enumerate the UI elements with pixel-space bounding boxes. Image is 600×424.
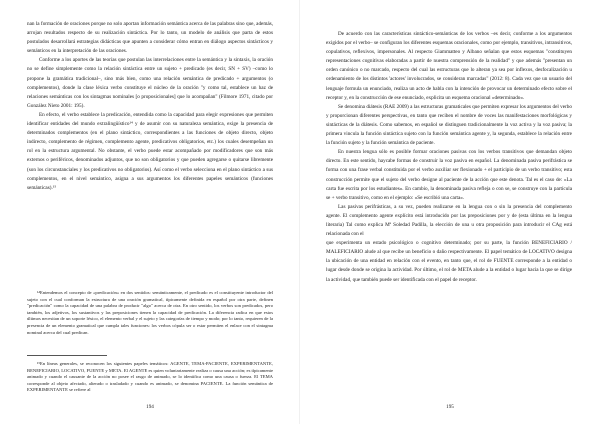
right-paragraph-3: En nuestra lengua sólo es posible formar oraciones pasivas con los verbos transitivos que demandan objeto directo. En este sentido, haycabe formas de construir la voz pasiva en español. La denominada pasiva perifrástica se forma con una frase verbal constituida por el verbo auxiliar ser flexionado + el participio de un verbo transitivo; esta construcción permite que el sujeto del verbo designe al paciente de la acción que este denota. Tal es el caso de: «La carta fue escrita por los estudiantes». En cambio, la denominada pasiva refleja o con se, se construye con la partícula se + verbo transitivo, como en el ejemplo: «Se escribió una carta». — [326, 149, 572, 201]
left-paragraph-3: En efecto, el verbo establece la predicación, entendida como la capacidad para elegir expresiones que permiten identificar entidades del mundo extralingüístico¹⁴ y de asumir con su naturaleza semántica, exige la presencia de determinados complementos (en el plano sintáctico, correspondientes a las funciones de objeto directo, objeto indirecto, complemento de régimen, complemento agente, predicativos obligatorios, etc.) los cuales desempeñan un rol en la estructura argumental. No obstante, el verbo puede estar acompañado por modificadores que son más externos o periféricos, denominados adjuntos, que no son obligatorios y que pueden agregarse o quitarse libremente (son los circunstanciales y los predicativos no obligatorios). Así como el verbo selecciona en el plano sintáctico a sus complementos, en el nivel semántico, asigna a sus argumentos los diferentes papeles semánticos (funciones semánticas).¹⁵ — [27, 111, 273, 191]
left-page-number: 194 — [146, 404, 154, 410]
footnote-15-text: ¹⁵En líneas generales, se reconocen los siguientes papeles temáticos: AGENTE, TEMA-PACIENTE, EXPERIMENTANTE, BENEFICIARIO, LOCATIVO, FUENTE y META. El AGENTE es quien voluntariamente realiza o causa una acción; es típicamente animado y cuando el causante de la acción no posee el rasgo de animado, se lo identifica como una causa o fuerza. El TEMA corresponde al objeto afectado, alterado o trasladado y cuando es animado, se denomina PACIENTE. La función semántica de EXPERIMENTANTE se refiere al — [27, 361, 273, 393]
right-page-number: 195 — [446, 404, 454, 410]
footnote-14-text: ¹⁴Entendemos el concepto de «predicación» en dos sentidos: semánticamente, el predicado es el constituyente introductor del sujeto con el cual conforman la estructura de una oración gramatical, típicamente definida en español por otra parte, definen "predicación" como la capacidad de una palabra de producir "algo" acerca de otra. En otro sentido, los verbos son predicados, pero también, los adjetivos, los sustantivos y las preposiciones tienen la capacidad de predicación. La diferencia radica en que estos últimos necesitan de un soporte léxico, el elemento verbal y el sujeto y las categorías de tiempo y modo; por lo tanto, requieren de la presencia de un elemento gramatical que cumpla tales funciones: los verbos cópula ser o estar permiten el enlace con el sintagma nominal acerca del cual predican. — [27, 290, 273, 335]
right-page — [300, 0, 600, 424]
right-main-text — [326, 30, 572, 285]
footnote-15 — [27, 361, 273, 395]
footnote-rule — [27, 355, 107, 356]
left-main-text — [27, 20, 273, 193]
right-paragraph-1: De acuerdo con las características sintáctico-semánticas de los verbos –es decir, conforme a los argumentos exigidos por el verbo– se configuran los diferentes esquemas oracionales, como por ejemplo, transitivos, intransitivos, copulativos, reflexivos, impersonales. Al respecto Giammatteo y Albano señalan que estos esquemas "constituyen representaciones cognitivas elaboradas a partir de nuestra comprensión de la realidad" y que además "presentan un orden canónico o no marcado, respecto del cual las estructuras que lo alteran ya sea por inflexos, desfocalización u ordenamiento de los distintos 'actores' involucrados, se consideran marcadas" (2012: 8). Cada vez que un usuario del lenguaje formula un enunciado, realiza un acto de habla con la intención de provocar un determinado efecto sobre el receptor y, en la construcción de ese enunciado, explicita un esquema oracional «determinado». — [326, 31, 572, 101]
right-paragraph-5: que experimenta un estado psicológico o cognitivo determinado; por su parte, la función BENEFICIARIO / MALEFICIARIO alude al que recibe un beneficio o daño respectivamente. El papel temático de LOCATIVO designa la ubicación de una entidad en relación con el evento, en tanto que, el rol de FUENTE corresponde a la entidad o lugar desde donde se origina la actividad. Por último, el rol de META alude a la entidad o lugar hacia la que se dirige la actividad, que también puede ser identificada con el papel de receptor. — [326, 240, 572, 283]
right-paragraph-4: Las pasivas perifrásticas, a su vez, pueden realizarse en la lengua con o sin la presencia del complemento agente. El complemento agente explícito está introducido por las preposiciones por y de (esta última en la lengua literaria) Tal como explica Mª Soledad Padilla, la elección de una u otra proposición para introducir el CAg está relacionada con el — [326, 203, 572, 238]
left-paragraph-1: nan la formación de oraciones porque no solo aportan información semántica acerca de las palabras sino que, además, arrojan resultados respecto de su realización sintáctica. Por lo tanto, un modelo de análisis que parta de estos postulados desarrollará estrategias didácticas que apunten a considerar cómo entran en diálogo aspectos sintácticos y semánticos en la interpretación de las oraciones. — [27, 21, 273, 55]
left-paragraph-2: Conforme a los aportes de las teorías que postulan las interrelaciones entre la semántica y la sintaxis, la oración no se define simplemente como la relación sintáctica entre un sujeto + predicado (es decir, SN + SV) –como lo propone la gramática tradicional–, sino más bien, como una relación semántica de predicado + argumentos (o complementos), donde la clase léxica verbo constituye el núcleo de la oración "y como tal, establece un haz de relaciones semánticas con los sintagmas nominales [o proposicionales] que lo acompañan" (Filmore 1971, citado por González Nieto 2001: 195). — [27, 57, 273, 109]
right-paragraph-2: Se denomina diátesis (RAE 2009) a las estructuras gramaticales que permiten expresar los argumentos del verbo y proporcionan diferentes perspectivas, en tanto que reciben el nombre de voces las manifestaciones morfológicas y sintácticas de la diátesis. Como sabemos, en español se distinguen tradicionalmente la voz activa y la voz pasiva; la primera vincula la función sintáctica sujeto con la función semántica agente y, la segunda, establece la relación entre la función sujeto y la función semántica de paciente. — [326, 103, 572, 147]
footnote-14 — [27, 290, 273, 337]
